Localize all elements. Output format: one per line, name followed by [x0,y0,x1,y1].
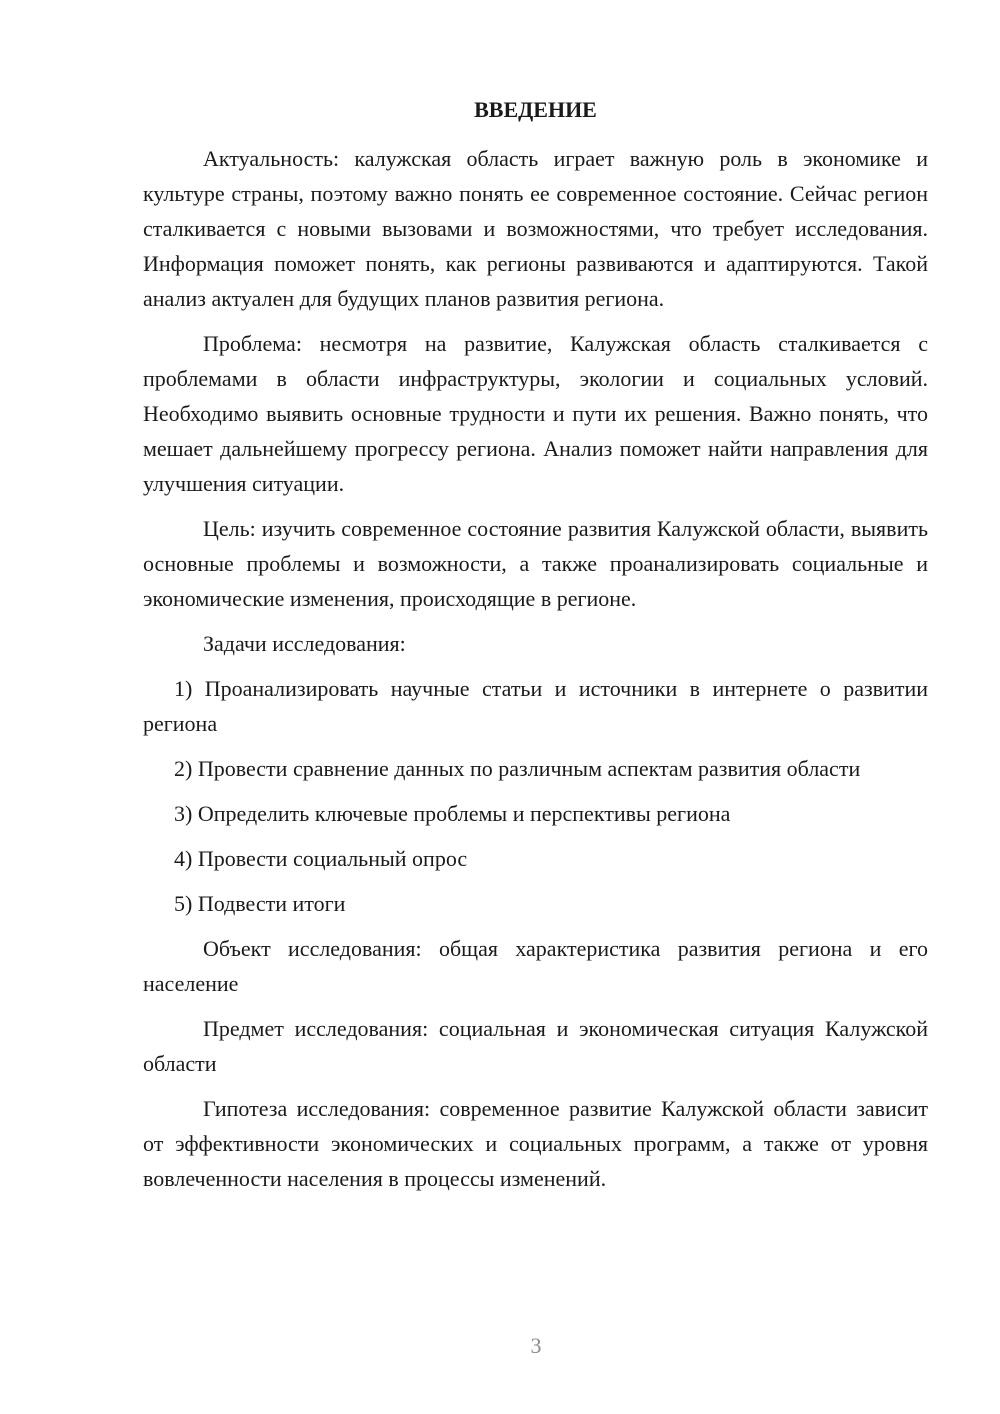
task-item: 3) Определить ключевые проблемы и перспективы региона [174,801,731,826]
subject-paragraph: Предмет исследования: социальная и экономическая ситуация Калужской области [143,1016,928,1076]
problem-paragraph: Проблема: несмотря на развитие, Калужская область сталкивается с проблемами в области инфраструктуры, экологии и социальных условий. Необходимо выявить основные трудности и пути их решения. Важно понять, что мешает дальнейшему прогрессу региона. Анализ поможет найти направления для улучшения ситуации. [143,331,928,496]
object-paragraph: Объект исследования: общая характеристика развития региона и его население [143,936,928,996]
tasks-heading: Задачи исследования: [203,631,406,656]
task-item: 1) Проанализировать научные статьи и источники в интернете о развитии региона [143,676,928,736]
section-title: ВВЕДЕНИЕ [474,97,597,122]
goal-paragraph: Цель: изучить современное состояние развития Калужской области, выявить основные проблемы и возможности, а также проанализировать социальные и экономические изменения, происходящие в регионе. [143,516,928,611]
task-item: 5) Подвести итоги [174,891,346,916]
hypothesis-paragraph: Гипотеза исследования: современное развитие Калужской области зависит от эффективности экономических и социальных программ, а также от уровня вовлеченности населения в процессы изменений. [143,1096,928,1191]
relevance-paragraph: Актуальность: калужская область играет важную роль в экономике и культуре страны, поэтому важно понять ее современное состояние. Сейчас регион сталкивается с новыми вызовами и возможностями, что требует исследования. Информация поможет понять, как регионы развиваются и адаптируются. Такой анализ актуален для будущих планов развития региона. [143,146,928,311]
task-item: 2) Провести сравнение данных по различным аспектам развития области [174,756,861,781]
page-body [143,92,928,1206]
page-number: 3 [530,1333,542,1358]
task-item: 4) Провести социальный опрос [174,846,468,871]
